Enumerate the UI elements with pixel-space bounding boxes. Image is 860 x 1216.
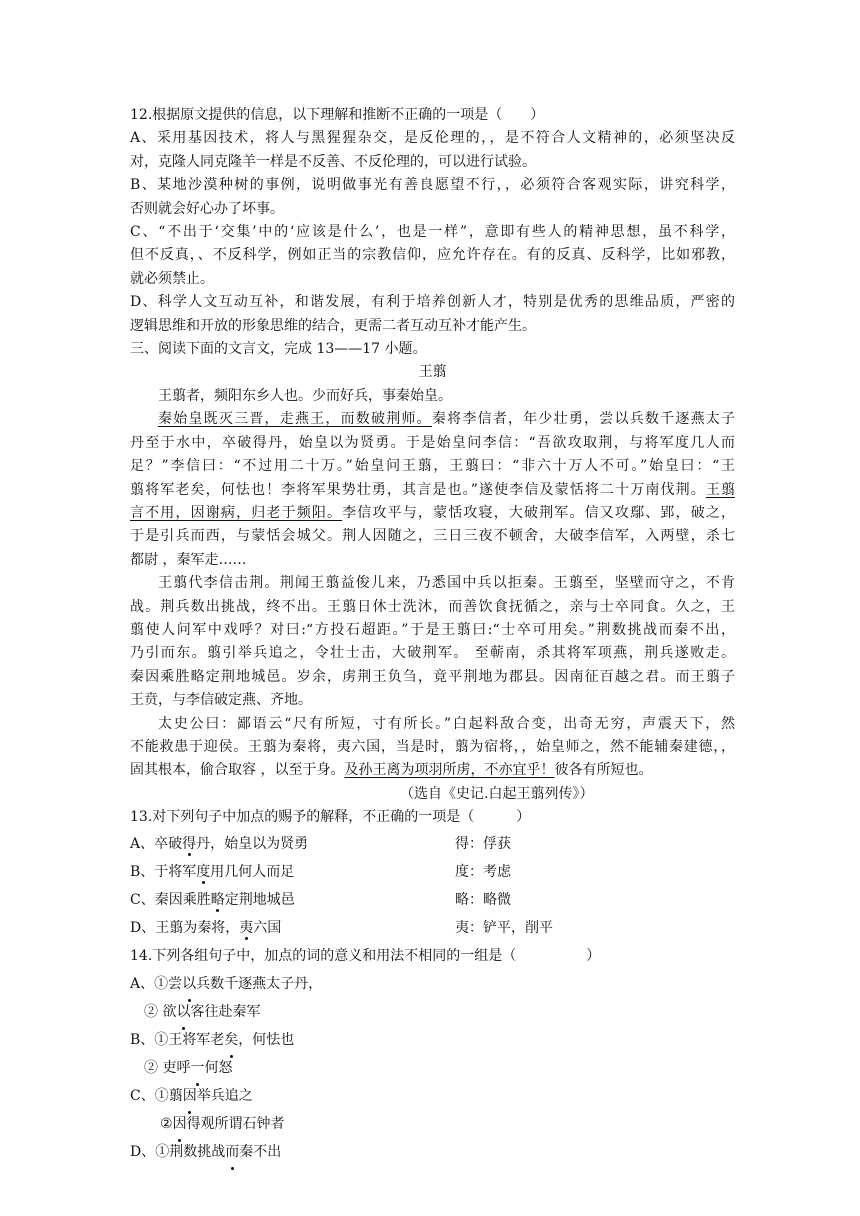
passage-p2-line7: 都尉 ，秦军走…… (130, 551, 247, 568)
section-heading: 三、阅读下面的文言文，完成 13——17 小题。 (130, 341, 427, 358)
dotted-word: 度 (196, 863, 211, 880)
q12-option-a-line1: A、采用基因技术，将人与黑猩猩杂交，是反伦理的，，是不符合人文精神的，必须坚决反 (130, 130, 735, 147)
passage-source: （选自《史记.白起王翦列传》） (400, 785, 594, 802)
dotted-word: 略 (210, 891, 225, 908)
q14-option-a2: ② 欲 以 客往赴秦军 (130, 998, 735, 1026)
passage-p3-line1: 王翦代李信击荆。荆闻王翦益俊儿来，乃悉国中兵以拒秦。王翦至，坚壁而守之，不肯 (158, 575, 735, 592)
dotted-word: 以 (182, 970, 196, 998)
underlined-sentence-1: 秦始皇既灭三晋，走燕王，而数破荆师。 (158, 411, 432, 428)
q12-option-b-line2: 否则就会好心办了坏事。 (130, 200, 284, 217)
q12-option-c-line1: C、“不出于‘交集’中的‘应该是什么’，也是一样”，意即有些人的精神思想，虽不科学， (130, 224, 735, 241)
passage-p4-line1: 太史公曰：鄙语云“尺有所短，寸有所长。”白起料敌合变，出奇无穷，声震天下，然 (158, 715, 735, 732)
q14-option-d1: D、①荆数挑战 而 秦不出 (130, 1138, 735, 1166)
passage-p4-line3: 固其根本，偷合取容 ，以至于身。及孙王离为项羽所虏，不亦宜乎！彼各有所短也。 (130, 762, 653, 779)
passage-p2-line1: 秦始皇既灭三晋，走燕王，而数破荆师。秦将李信者，年少壮勇，尝以兵数千逐燕太子 (158, 411, 735, 428)
q13-gloss-b: 度：考虑 (455, 863, 511, 880)
q13-option-b: B、于将军度用几何人而足 度：考虑 (130, 858, 735, 886)
q13-option-a: A、卒破得丹，始皇以为贤勇 得：俘获 (130, 830, 735, 858)
passage-p2-line6: 于是引兵而西，与蒙恬会城父。荆人因随之，三日三夜不顿舍，大破李信军，入两壁，杀七 (130, 528, 735, 545)
dotted-word: 而 (225, 1138, 239, 1166)
q13-stem: 13.对下列句子中加点的赐予的解释，不正确的一项是（ ） (130, 809, 531, 826)
underlined-sentence-2a: 王翦 (705, 481, 736, 498)
q12-option-d-line1: D、科学人文互动互补，和谐发展，有利于培养创新人才，特别是优秀的思维品质，严密的 (130, 294, 735, 311)
q12-option-d-line2: 逻辑思维和开放的形象思维的结合，更需二者互动互补才能产生。 (130, 317, 536, 334)
passage-title: 王翦 (418, 364, 447, 381)
document-page (130, 104, 735, 1166)
passage-p3-line5: 秦因乘胜略定荆地城邑。岁余，虏荆王负刍，竟平荆地为郡县。因南征百越之君。而王翦子 (130, 668, 735, 685)
dotted-word: 夷 (239, 919, 254, 936)
q12-stem: 12.根据原文提供的信息，以下理解和推断不正确的一项是（ ） (130, 107, 545, 123)
q13-gloss-a: 得：俘获 (455, 835, 511, 852)
passage-p2-line5: 言不用，因谢病，归老于频阳。李信攻平与，蒙恬攻寝，大破荆军。信又攻鄢、郢，破之， (130, 504, 736, 521)
q13-option-c: C、秦因乘胜略定荆地城邑 略：略微 (130, 886, 735, 914)
q14-option-b1: B、①王将军老 矣 ，何怯也 (130, 1026, 735, 1054)
q14-option-b2: ② 吏呼 一 何怒 (130, 1054, 735, 1082)
q12-option-c-line3: 就必须禁止。 (130, 270, 214, 287)
q14-option-c1: C、①翦 因 举兵追之 (130, 1082, 735, 1110)
passage-p3-line4: 乃引而东。翦引举兵追之，令壮士击，大破荆军。 至蕲南，杀其将军项燕，荆兵遂败走。 (130, 645, 735, 662)
dotted-word: 以 (176, 998, 190, 1026)
q13-gloss-d: 夷：铲平，削平 (455, 919, 553, 936)
q13-gloss-c: 略：略微 (455, 891, 511, 908)
passage-p4-line2: 不能救患于迎侯。王翦为秦将，夷六国，当是时，翦为宿将，，始皇师之，然不能辅秦建德，， (130, 738, 735, 755)
passage-p3-line6: 王贲，与李信破定燕、齐地。 (130, 692, 312, 709)
passage-p2-line4: 翦将军老矣，何怯也！李将军果势壮勇，其言是也。”遂使李信及蒙恬将二十万南伐荆。王翦 (130, 481, 736, 498)
q12-option-b-line1: B、某地沙漠种树的事例，说明做事光有善良愿望不行，，必须符合客观实际，讲究科学， (130, 177, 735, 194)
q14-stem: 14.下列各组句子中，加点的词的意义和用法不相同的一组是（ ） (130, 947, 601, 964)
dotted-word: 矣 (224, 1026, 238, 1054)
passage-p3-line2: 战。荆兵数出挑战，终不出。王翦日休士洗沐，而善饮食抚循之，亲与士卒同食。久之，王 (130, 598, 735, 615)
passage-paragraph-1: 王翦者，频阳东乡人也。少而好兵，事秦始皇。 (158, 387, 452, 404)
dotted-word: 一 (190, 1054, 204, 1082)
q14-option-c2: ② 因 得观所谓石钟者 (130, 1110, 735, 1138)
q14-option-a1: A、①尝 以 兵数千逐燕太子丹， (130, 970, 735, 998)
underlined-sentence-3: 及孙王离为项羽所虏，不亦宜乎！ (344, 762, 555, 779)
q12-option-a-line2: 对，克隆人同克隆羊一样是不反善、不反伦理的，可以进行试验。 (130, 153, 536, 170)
underlined-sentence-2b: 言不用，因谢病，归老于频阳。 (130, 504, 343, 521)
q12-option-c-line2: 但不反真，、不反科学，例如正当的宗教信仰，应允许存在。有的反真、反科学，比如邪教， (130, 247, 735, 264)
passage-p2-line2: 丹至于水中，卒破得丹，始皇以为贤勇。于是始皇问李信：“吾欲攻取荆，与将军度几人而 (130, 434, 735, 451)
q13-option-d: D、王翦为秦将，夷六国 夷：铲平，削平 (130, 914, 735, 942)
dotted-word: 得 (182, 835, 197, 852)
passage-p2-line3: 足？”李信曰：“不过用二十万。”始皇问王翦，王翦曰：“非六十万人不可。”始皇曰：“王 (130, 458, 735, 475)
passage-p3-line3: 翦使人问军中戏呼？对曰:“方投石超距。”于是王翦曰:“士卒可用矣。”荆数挑战而秦不出， (130, 621, 735, 638)
dotted-word: 因 (183, 1082, 197, 1110)
dotted-word: 因 (173, 1110, 187, 1138)
